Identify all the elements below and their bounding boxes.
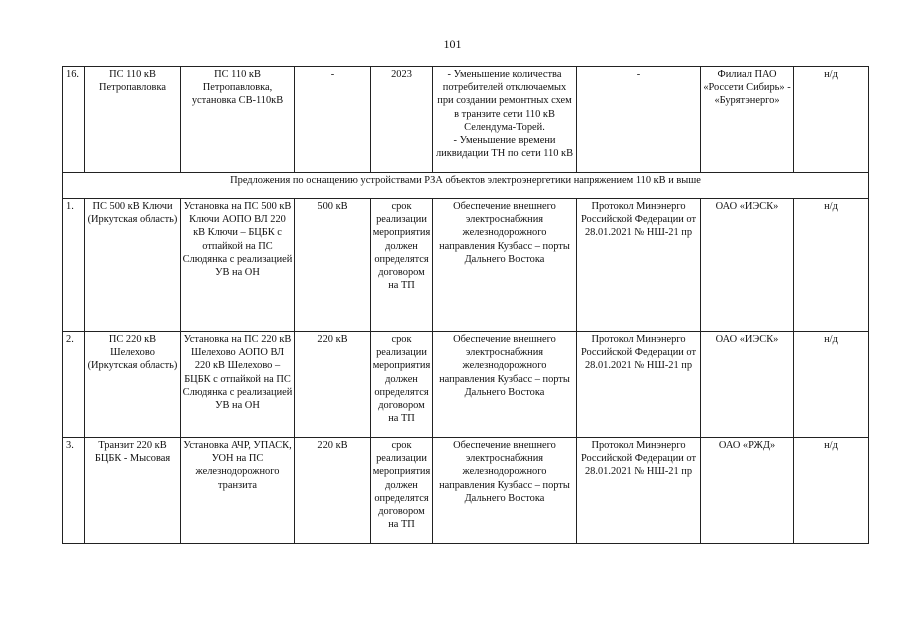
section-row (63, 173, 869, 199)
row-number: 1. (63, 199, 85, 332)
basis-cell: Протокол Минэнерго Российской Федерации от 28.01.2021 № НШ-21 пр (577, 199, 701, 332)
measure-cell: Установка на ПС 220 кВ Шелехово АОПО ВЛ 220 кВ Шелехово – БЦБК с отпайкой на ПС Слюдянка с реализацией УВ на ОН (181, 332, 295, 438)
page-number: 101 (443, 37, 462, 51)
term-cell: срок реализации мероприятия должен определятся договором на ТП (371, 332, 433, 438)
note-cell: н/д (794, 332, 869, 438)
capacity-cell: 220 кВ (295, 332, 371, 438)
owner-cell: Филиал ПАО «Россети Сибирь» - «Бурятэнерго» (701, 67, 794, 173)
object-cell: ПС 500 кВ Ключи (Иркутская область) (85, 199, 181, 332)
note-cell: н/д (794, 67, 869, 173)
table-row (63, 199, 869, 332)
table-row (63, 332, 869, 438)
capacity-cell: - (295, 67, 371, 173)
term-cell: срок реализации мероприятия должен определятся договором на ТП (371, 438, 433, 544)
owner-cell: ОАО «РЖД» (701, 438, 794, 544)
measure-cell: Установка на ПС 500 кВ Ключи АОПО ВЛ 220 кВ Ключи – БЦБК с отпайкой на ПС Слюдянка с реализацией УВ на ОН (181, 199, 295, 332)
term-cell: срок реализации мероприятия должен определятся договором на ТП (371, 199, 433, 332)
object-cell: ПС 110 кВ Петропавловка (85, 67, 181, 173)
basis-cell: Протокол Минэнерго Российской Федерации от 28.01.2021 № НШ-21 пр (577, 438, 701, 544)
basis-cell: Протокол Минэнерго Российской Федерации от 28.01.2021 № НШ-21 пр (577, 332, 701, 438)
table-row (63, 438, 869, 544)
capacity-cell: 500 кВ (295, 199, 371, 332)
row-number: 3. (63, 438, 85, 544)
section-title: Предложения по оснащению устройствами РЗА объектов электроэнергетики напряжением 110 кВ и выше (63, 173, 869, 199)
row-number: 2. (63, 332, 85, 438)
note-cell: н/д (794, 199, 869, 332)
purpose-cell: Обеспечение внешнего электроснабжния железнодорожного направления Кузбасс – порты Дальнего Востока (433, 199, 577, 332)
capacity-cell: 220 кВ (295, 438, 371, 544)
object-cell: Транзит 220 кВ БЦБК - Мысовая (85, 438, 181, 544)
object-cell: ПС 220 кВ Шелехово (Иркутская область) (85, 332, 181, 438)
purpose-cell: Обеспечение внешнего электроснабжния железнодорожного направления Кузбасс – порты Дальнего Востока (433, 438, 577, 544)
owner-cell: ОАО «ИЭСК» (701, 332, 794, 438)
note-cell: н/д (794, 438, 869, 544)
measures-table (62, 66, 869, 544)
owner-cell: ОАО «ИЭСК» (701, 199, 794, 332)
measure-cell: ПС 110 кВ Петропавловка, установка СВ-110кВ (181, 67, 295, 173)
basis-cell: - (577, 67, 701, 173)
term-cell: 2023 (371, 67, 433, 173)
row-number: 16. (63, 67, 85, 173)
purpose-cell: - Уменьшение количества потребителей отключаемых при создании ремонтных схем в транзите сети 110 кВ Селендума-Торей. - Уменьшение времени ликвидации ТН по сети 110 кВ (433, 67, 577, 173)
purpose-cell: Обеспечение внешнего электроснабжния железнодорожного направления Кузбасс – порты Дальнего Востока (433, 332, 577, 438)
measure-cell: Установка АЧР, УПАСК, УОН на ПС железнодорожного транзита (181, 438, 295, 544)
table-row (63, 67, 869, 173)
